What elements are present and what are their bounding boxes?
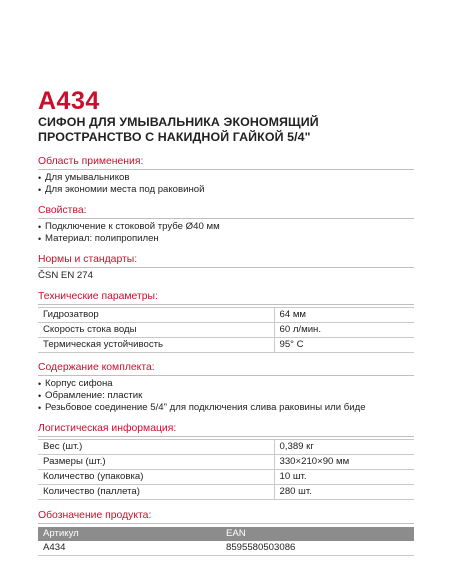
list-item: • Резьбовое соединение 5/4" для подключения слива раковины или биде (38, 402, 414, 414)
param-value: 280 шт. (274, 485, 414, 500)
param-value: 95° C (274, 338, 414, 353)
list-item: • Обрамление: пластик (38, 390, 414, 402)
product-title-line2: ПРОСТРАНСТВО С НАКИДНОЙ ГАЙКОЙ 5/4" (38, 130, 311, 144)
list-item: • Материал: полипропилен (38, 233, 414, 245)
param-name: Вес (шт.) (38, 440, 274, 455)
designation-heading: Обозначение продукта: (38, 510, 152, 521)
tech-table (38, 307, 414, 353)
divider (38, 169, 414, 170)
column-header-article: Артикул (38, 527, 221, 541)
table-row (38, 470, 414, 485)
param-value: 60 л/мин. (274, 323, 414, 338)
contents-heading: Содержание комплекта: (38, 362, 155, 373)
table-row (38, 455, 414, 470)
article-value: A434 (38, 541, 221, 556)
divider (38, 375, 414, 376)
standards-value: ČSN EN 274 (38, 270, 93, 281)
product-sheet (38, 88, 414, 556)
param-value: 64 мм (274, 308, 414, 323)
logistics-heading: Логистическая информация: (38, 423, 177, 434)
product-title (38, 115, 414, 145)
param-name: Скорость стока воды (38, 323, 274, 338)
properties-heading: Свойства: (38, 205, 87, 216)
list-item: • Подключение к стоковой трубе Ø40 мм (38, 221, 414, 233)
param-value: 0,389 кг (274, 440, 414, 455)
tech-heading: Технические параметры: (38, 291, 158, 302)
table-row (38, 308, 414, 323)
application-list (38, 172, 414, 196)
logistics-table (38, 439, 414, 500)
divider (38, 218, 414, 219)
table-row (38, 440, 414, 455)
param-value: 330×210×90 мм (274, 455, 414, 470)
contents-list (38, 378, 414, 414)
divider (38, 523, 414, 524)
product-code: A434 (38, 87, 100, 115)
designation-table (38, 527, 414, 556)
column-header-ean: EAN (221, 527, 414, 541)
param-name: Количество (паллета) (38, 485, 274, 500)
list-item: • Для умывальников (38, 172, 414, 184)
table-row (38, 541, 414, 556)
properties-list (38, 221, 414, 245)
list-item: • Для экономии места под раковиной (38, 184, 414, 196)
application-heading: Область применения: (38, 156, 144, 167)
ean-value: 8595580503086 (221, 541, 414, 556)
standards-heading: Нормы и стандарты: (38, 254, 138, 265)
table-row (38, 485, 414, 500)
table-row (38, 338, 414, 353)
list-item: • Корпус сифона (38, 378, 414, 390)
param-value: 10 шт. (274, 470, 414, 485)
divider (38, 267, 414, 268)
param-name: Термическая устойчивость (38, 338, 274, 353)
param-name: Количество (упаковка) (38, 470, 274, 485)
param-name: Размеры (шт.) (38, 455, 274, 470)
param-name: Гидрозатвор (38, 308, 274, 323)
divider (38, 304, 414, 305)
table-row (38, 323, 414, 338)
table-header-row (38, 527, 414, 541)
product-title-line1: СИФОН ДЛЯ УМЫВАЛЬНИКА ЭКОНОМЯЩИЙ (38, 115, 319, 129)
divider (38, 436, 414, 437)
